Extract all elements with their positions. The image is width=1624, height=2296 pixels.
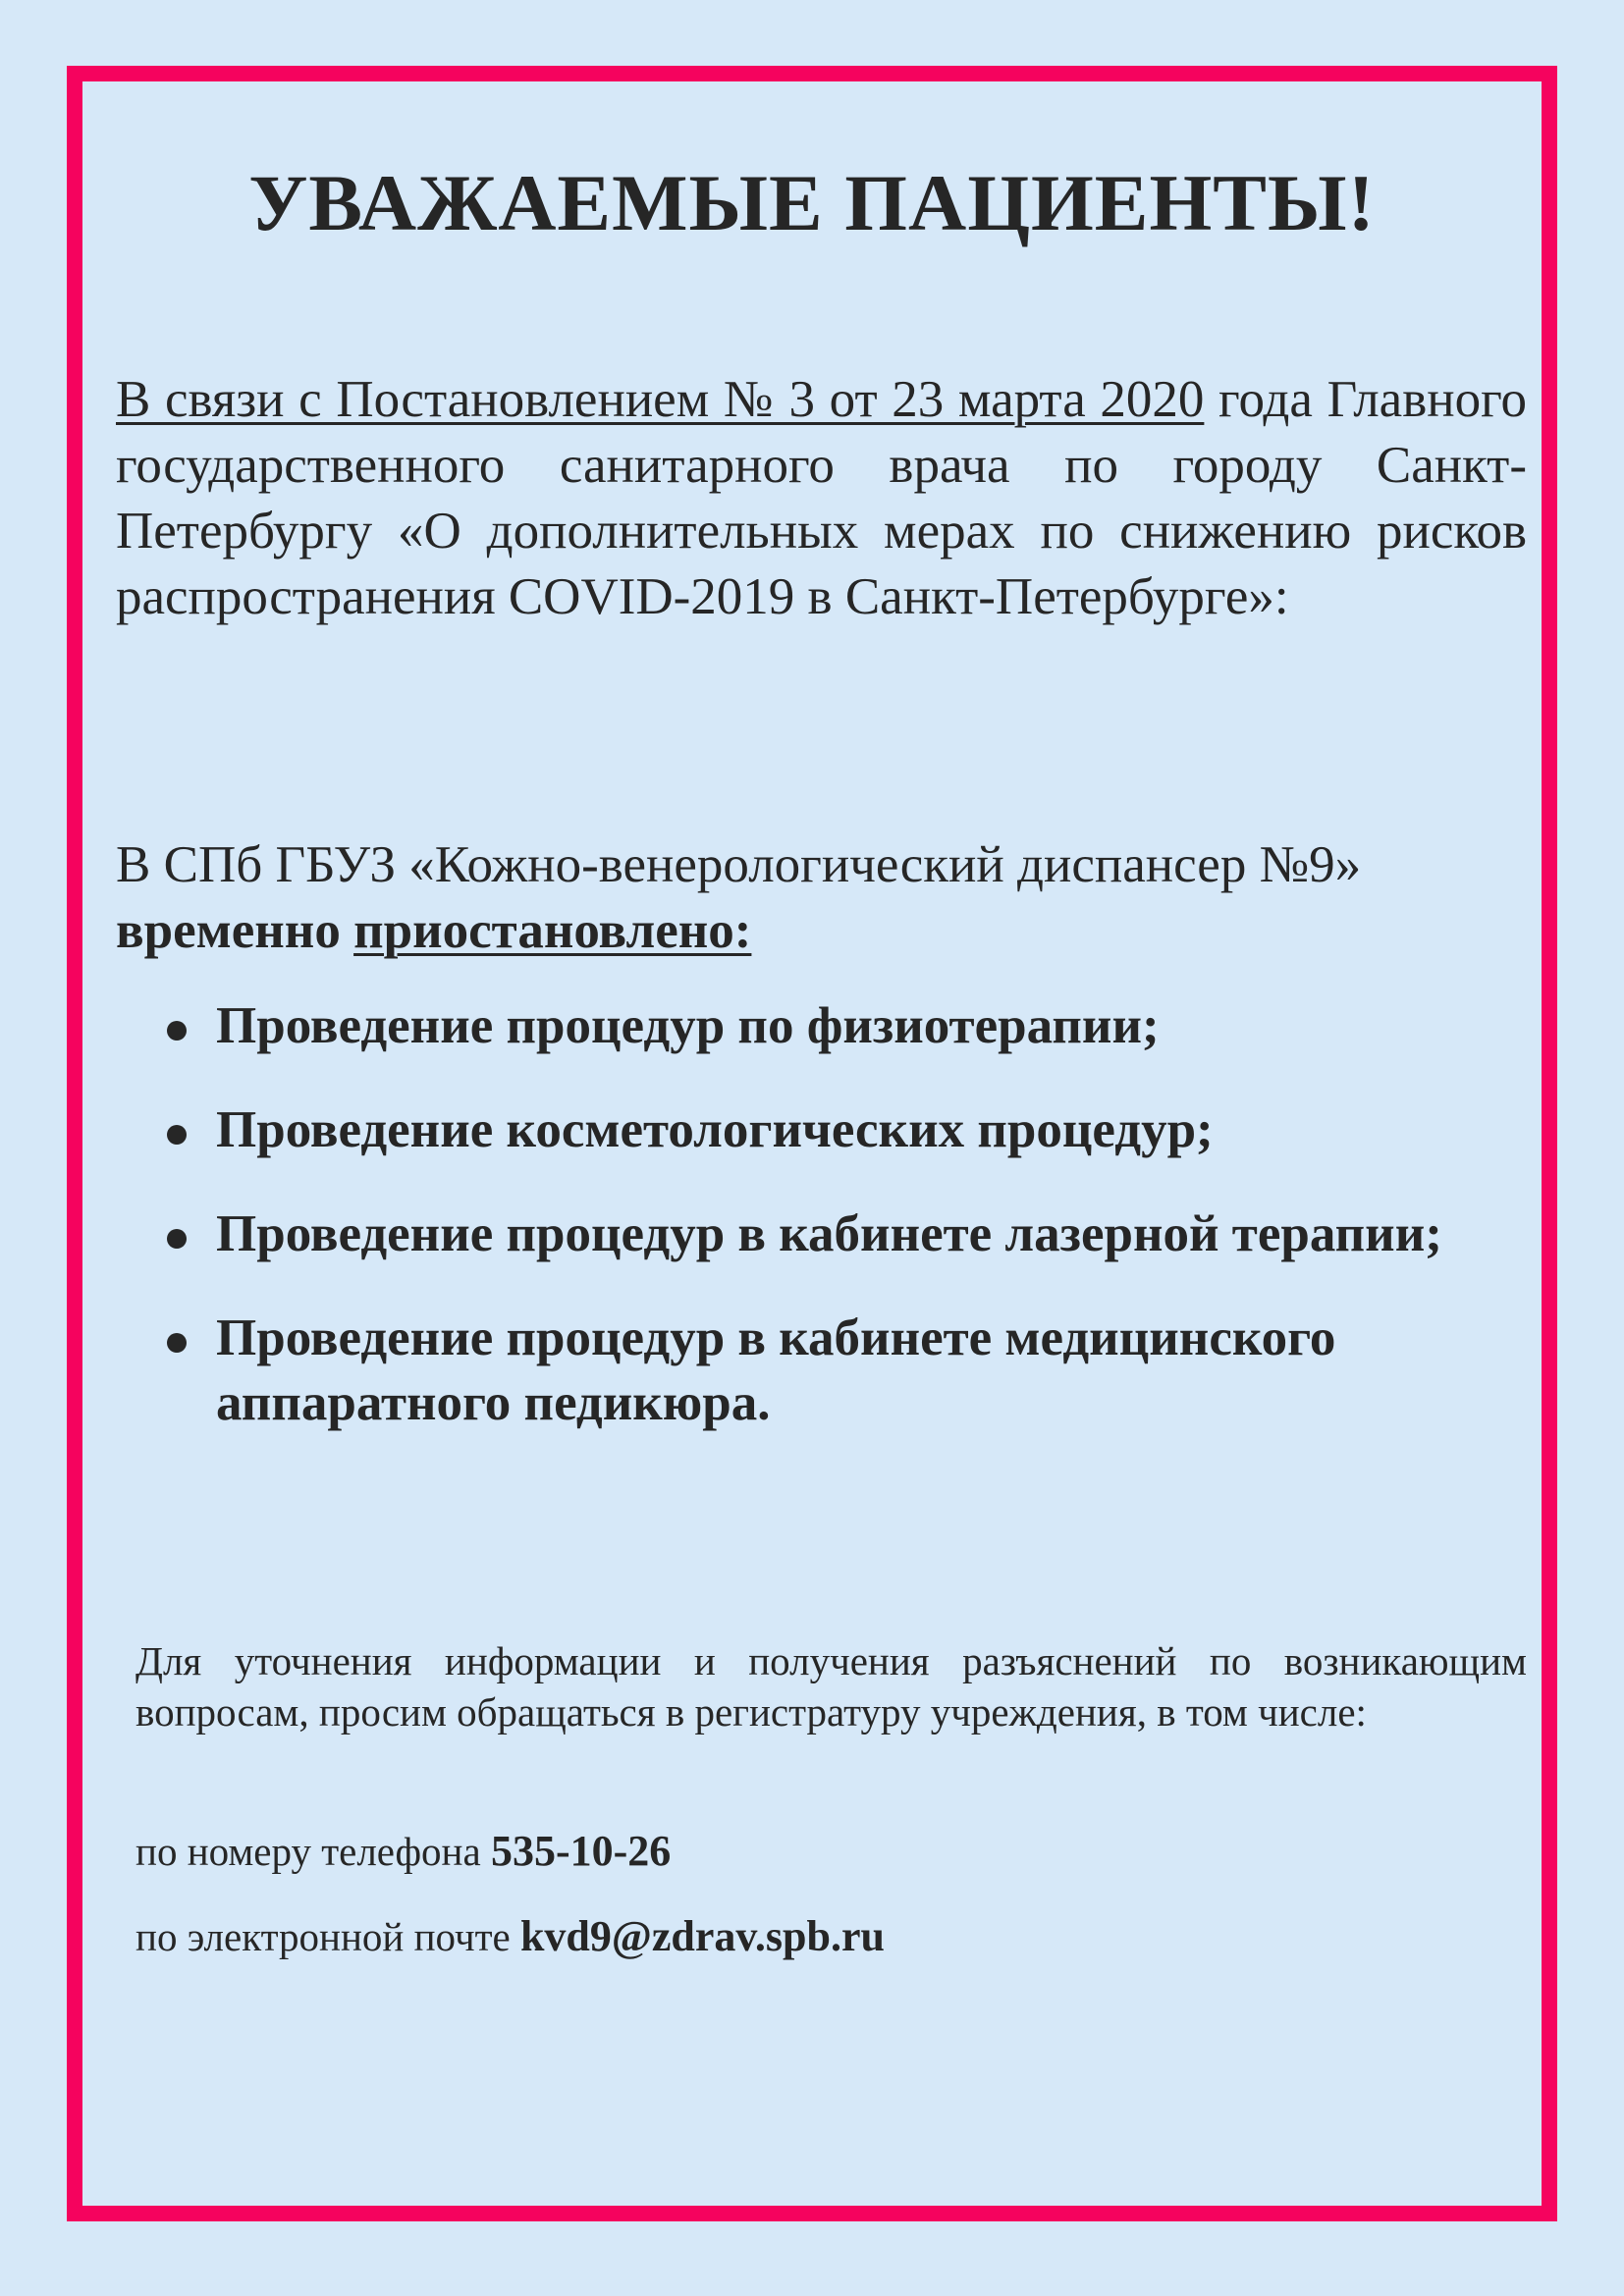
notice-paragraph [116, 832, 1527, 964]
list-item-text: Проведение процедур в кабинете лазерной терапии; [216, 1205, 1442, 1262]
page-title: УВАЖАЕМЫЕ ПАЦИЕНТЫ! [248, 158, 1376, 247]
email-label: по электронной почте [135, 1914, 520, 1959]
contact-email-line [135, 1911, 1527, 1962]
list-item-text: Проведение процедур в кабинете медицинского аппаратного педикюра. [216, 1309, 1336, 1431]
bullet-icon [167, 1125, 187, 1145]
notice-temporary-label: временно [116, 902, 354, 959]
list-item-text: Проведение косметологических процедур; [216, 1101, 1214, 1158]
bullet-icon [167, 1021, 187, 1041]
notice-institution-line: В СПб ГБУЗ «Кожно-венерологический диспансер №9» [116, 836, 1362, 893]
contact-info-paragraph: Для уточнения информации и получения разъяснений по возникающим вопросам, просим обращаться в регистратуру учреждения, в том числе: [135, 1638, 1527, 1735]
list-item-text: Проведение процедур по физиотерапии; [216, 997, 1160, 1054]
intro-resolution-reference: В связи с Постановлением № 3 от 23 марта 2020 [116, 371, 1205, 428]
email-address: kvd9@zdrav.spb.ru [519, 1912, 885, 1960]
phone-label: по номеру телефона [135, 1829, 491, 1874]
intro-text: года Главного государственного санитарного врача по городу Санкт-Петербургу «О дополнительных мерах по снижению рисков распространения COVID-2019 в Санкт-Петербурге»: [116, 371, 1527, 625]
bullet-icon [167, 1333, 187, 1353]
intro-paragraph [116, 367, 1527, 630]
contact-phone-line [135, 1826, 1527, 1877]
list-item [0, 1097, 1624, 1162]
list-item [0, 1201, 1624, 1266]
list-item [0, 1306, 1624, 1435]
notice-suspended-label: приостановлено: [353, 902, 752, 959]
phone-number: 535-10-26 [490, 1827, 672, 1875]
suspended-services-list [0, 993, 1624, 1435]
bullet-icon [167, 1229, 187, 1249]
list-item [0, 993, 1624, 1058]
